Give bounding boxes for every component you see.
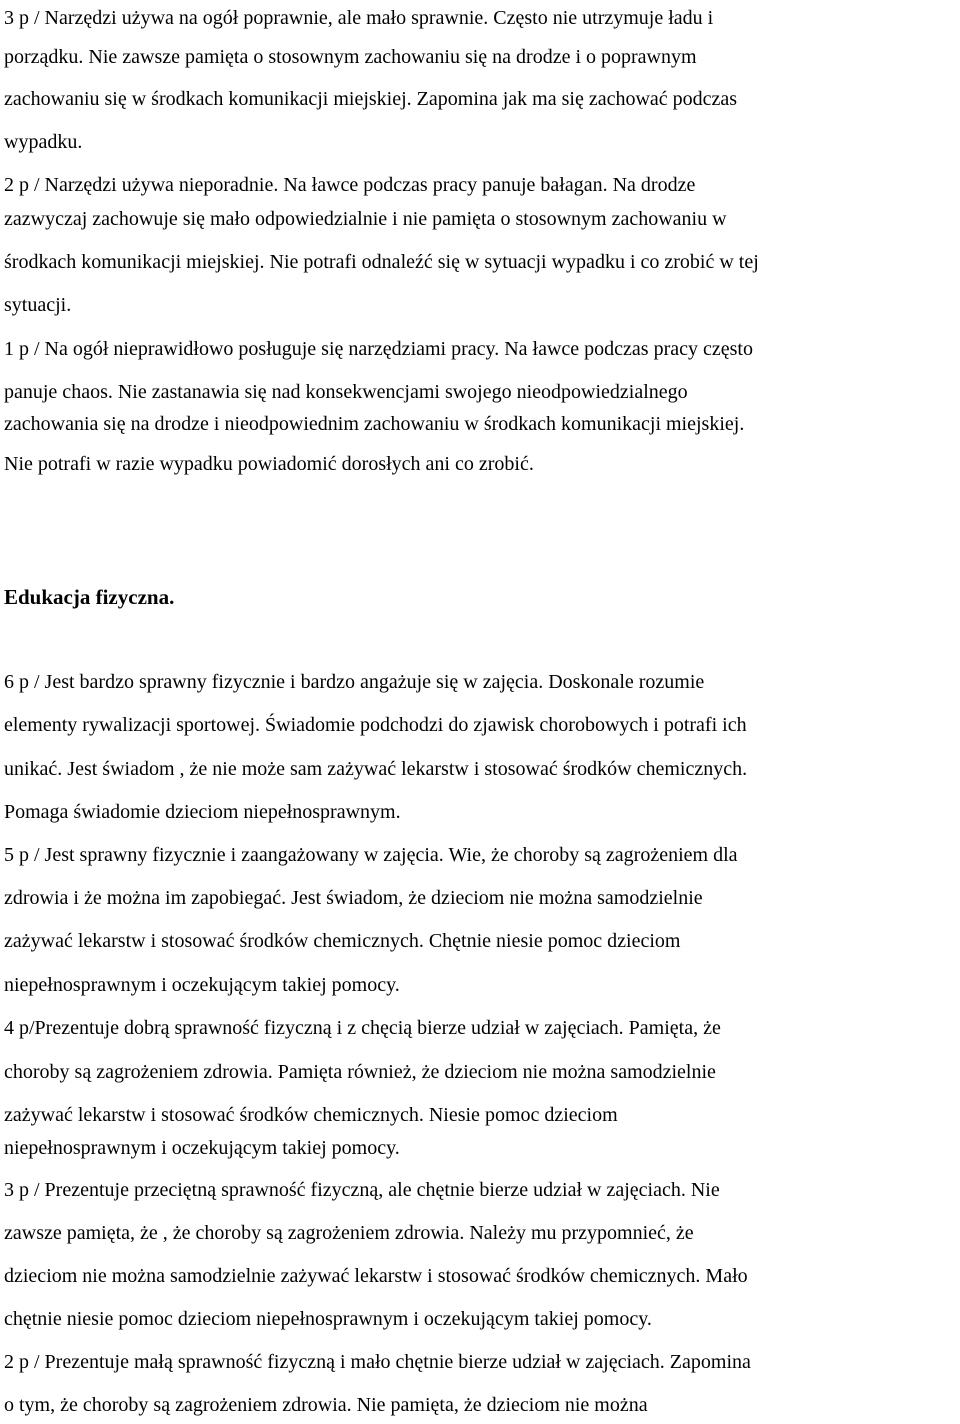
text-line: zażywać lekarstw i stosować środków chemicznych. Chętnie niesie pomoc dzieciom: [4, 930, 681, 952]
text-line: zdrowia i że można im zapobiegać. Jest świadom, że dzieciom nie można samodzielnie: [4, 887, 703, 909]
text-line: niepełnosprawnym i oczekującym takiej pomocy.: [4, 1137, 400, 1159]
text-line: zachowaniu się w środkach komunikacji miejskiej. Zapomina jak ma się zachować podczas: [4, 88, 738, 110]
text-line: 1 p / Na ogół nieprawidłowo posługuje się narzędziami pracy. Na ławce podczas pracy często: [4, 338, 753, 360]
text-line: Pomaga świadomie dzieciom niepełnosprawnym.: [4, 801, 401, 823]
text-line: sytuacji.: [4, 294, 72, 316]
text-line: środkach komunikacji miejskiej. Nie potrafi odnaleźć się w sytuacji wypadku i co zrobić w tej: [4, 251, 759, 273]
text-line: zawsze pamięta, że , że choroby są zagrożeniem zdrowia. Należy mu przypomnieć, że: [4, 1222, 694, 1244]
text-line: Nie potrafi w razie wypadku powiadomić dorosłych ani co zrobić.: [4, 453, 534, 475]
text-line: niepełnosprawnym i oczekującym takiej pomocy.: [4, 974, 400, 996]
text-line: 3 p / Narzędzi używa na ogół poprawnie, ale mało sprawnie. Często nie utrzymuje ładu i: [4, 7, 714, 29]
text-line: chętnie niesie pomoc dzieciom niepełnosprawnym i oczekującym takiej pomocy.: [4, 1308, 652, 1330]
text-line: 5 p / Jest sprawny fizycznie i zaangażowany w zajęcia. Wie, że choroby są zagrożeniem dla: [4, 844, 738, 866]
text-line: 3 p / Prezentuje przeciętną sprawność fizyczną, ale chętnie bierze udział w zajęciach. Nie: [4, 1179, 720, 1201]
text-line: 2 p / Prezentuje małą sprawność fizyczną i mało chętnie bierze udział w zajęciach. Zapomina: [4, 1351, 751, 1373]
text-line: porządku. Nie zawsze pamięta o stosownym zachowaniu się na drodze i o poprawnym: [4, 46, 697, 68]
text-line: zazwyczaj zachowuje się mało odpowiedzialnie i nie pamięta o stosownym zachowaniu w: [4, 208, 727, 230]
text-line: zachowania się na drodze i nieodpowiednim zachowaniu w środkach komunikacji miejskiej.: [4, 413, 745, 435]
text-line: dzieciom nie można samodzielnie zażywać lekarstw i stosować środków chemicznych. Mało: [4, 1265, 748, 1287]
text-line: elementy rywalizacji sportowej. Świadomie podchodzi do zjawisk chorobowych i potrafi ich: [4, 714, 747, 736]
text-line: unikać. Jest świadom , że nie może sam zażywać lekarstw i stosować środków chemicznych.: [4, 758, 748, 780]
text-line: panuje chaos. Nie zastanawia się nad konsekwencjami swojego nieodpowiedzialnego: [4, 381, 688, 403]
section-heading: Edukacja fizyczna.: [4, 585, 175, 609]
text-line: 2 p / Narzędzi używa nieporadnie. Na ławce podczas pracy panuje bałagan. Na drodze: [4, 174, 696, 196]
text-line: o tym, że choroby są zagrożeniem zdrowia. Nie pamięta, że dzieciom nie można: [4, 1394, 648, 1416]
text-line: 4 p/Prezentuje dobrą sprawność fizyczną i z chęcią bierze udział w zajęciach. Pamięta, że: [4, 1017, 721, 1039]
text-line: zażywać lekarstw i stosować środków chemicznych. Niesie pomoc dzieciom: [4, 1104, 618, 1126]
text-line: wypadku.: [4, 131, 83, 153]
text-line: 6 p / Jest bardzo sprawny fizycznie i bardzo angażuje się w zajęcia. Doskonale rozumie: [4, 671, 705, 693]
text-line: choroby są zagrożeniem zdrowia. Pamięta również, że dzieciom nie można samodzielnie: [4, 1061, 716, 1083]
